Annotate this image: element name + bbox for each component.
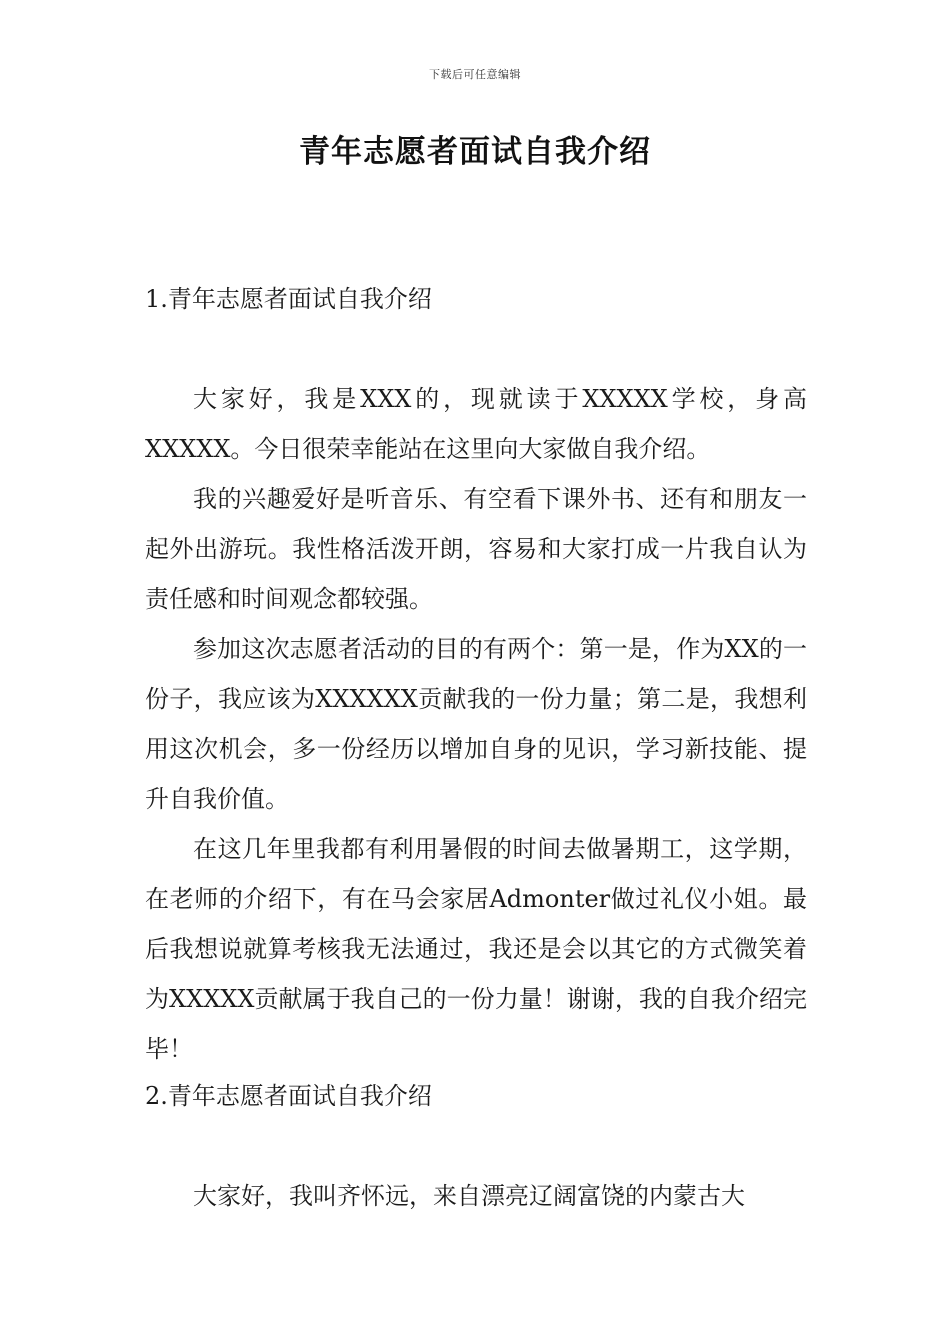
paragraph: 在这几年里我都有利用暑假的时间去做暑期工，这学期，在老师的介绍下，有在马会家居Admonter做过礼仪小姐。最后我想说就算考核我无法通过，我还是会以其它的方式微笑着为XXXXX贡献属于我自己的一份力量！谢谢，我的自我介绍完毕！ [145,835,807,1063]
paragraph: 大家好，我是XXX的，现就读于XXXXX学校，身高XXXXX。今日很荣幸能站在这里向大家做自我介绍。 [145,385,807,463]
section-heading-2: 2.青年志愿者面试自我介绍 [145,1082,432,1110]
header-note: 下载后可任意编辑 [429,68,521,81]
document-title: 青年志愿者面试自我介绍 [299,134,651,170]
section-body-1 [145,374,807,1074]
paragraph: 大家好，我叫齐怀远，来自漂亮辽阔富饶的内蒙古大 [193,1182,745,1210]
paragraph: 参加这次志愿者活动的目的有两个：第一是，作为XX的一份子，我应该为XXXXXX贡献我的一份力量；第二是，我想利用这次机会，多一份经历以增加自身的见识，学习新技能、提升自我价值。 [145,635,807,813]
paragraph: 我的兴趣爱好是听音乐、有空看下课外书、还有和朋友一起外出游玩。我性格活泼开朗，容易和大家打成一片我自认为责任感和时间观念都较强。 [145,485,807,613]
section-heading-1: 1.青年志愿者面试自我介绍 [145,285,432,313]
section-body-2 [145,1171,807,1221]
